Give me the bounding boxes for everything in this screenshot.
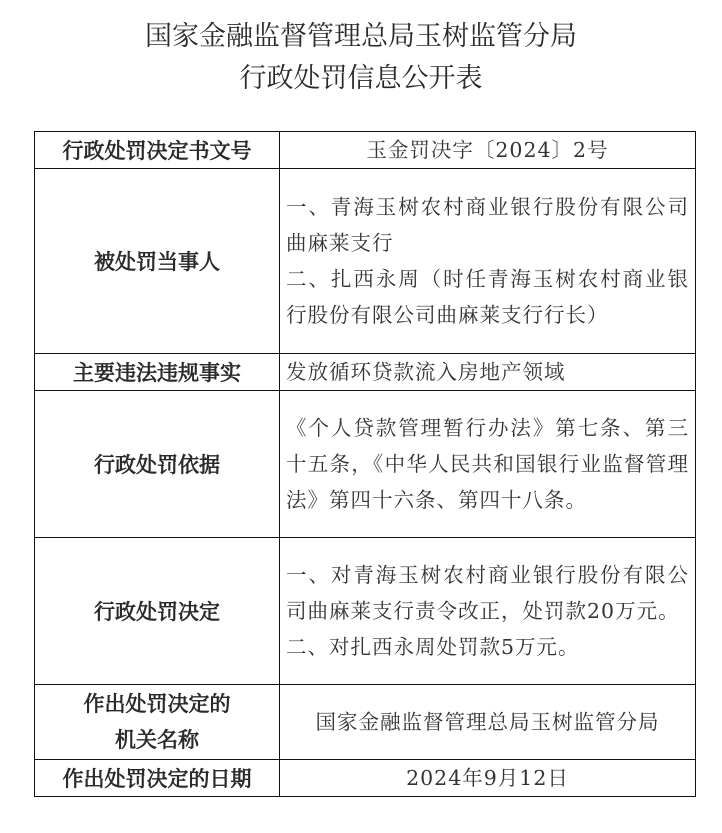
table-row-violation-facts xyxy=(35,354,696,391)
value-penalty-decision xyxy=(280,538,696,685)
party-item-2: 二、扎西永周（时任青海玉树农村商业银行股份有限公司曲麻莱支行行长） xyxy=(286,267,689,327)
label-decision-date: 作出处罚决定的日期 xyxy=(35,760,280,797)
value-decision-date: 2024年9月12日 xyxy=(280,760,696,797)
party-item-1: 一、青海玉树农村商业银行股份有限公司曲麻莱支行 xyxy=(286,195,689,255)
label-penalized-party: 被处罚当事人 xyxy=(35,169,280,354)
label-line-2: 机关名称 xyxy=(115,727,199,752)
decision-item-1: 一、对青海玉树农村商业银行股份有限公司曲麻莱支行责令改正，处罚款20万元。 xyxy=(286,563,689,623)
decision-item-2: 二、对扎西永周处罚款5万元。 xyxy=(286,635,580,659)
value-violation-facts: 发放循环贷款流入房地产领域 xyxy=(280,354,696,391)
label-deciding-authority xyxy=(35,685,280,760)
table-row-penalty-decision xyxy=(35,538,696,685)
table-row-penalty-basis xyxy=(35,391,696,538)
value-deciding-authority: 国家金融监督管理总局玉树监管分局 xyxy=(280,685,696,760)
table-row-decision-date xyxy=(35,760,696,797)
page-title-org: 国家金融监督管理总局玉树监管分局 xyxy=(145,21,577,52)
value-document-number: 玉金罚决字〔2024〕2号 xyxy=(280,132,696,169)
table-row-deciding-authority xyxy=(35,685,696,760)
label-violation-facts: 主要违法违规事实 xyxy=(35,354,280,391)
label-penalty-decision: 行政处罚决定 xyxy=(35,538,280,685)
value-penalty-basis: 《个人贷款管理暂行办法》第七条、第三十五条，《中华人民共和国银行业监督管理法》第四十六条、第四十八条。 xyxy=(280,391,696,538)
table-row-penalized-party xyxy=(35,169,696,354)
penalty-info-table xyxy=(34,131,696,797)
page-title: 行政处罚信息公开表 xyxy=(239,63,483,94)
label-line-1: 作出处罚决定的 xyxy=(83,691,231,716)
value-penalized-party xyxy=(280,169,696,354)
table-row-document-number xyxy=(35,132,696,169)
label-document-number: 行政处罚决定书文号 xyxy=(35,132,280,169)
label-penalty-basis: 行政处罚依据 xyxy=(35,391,280,538)
